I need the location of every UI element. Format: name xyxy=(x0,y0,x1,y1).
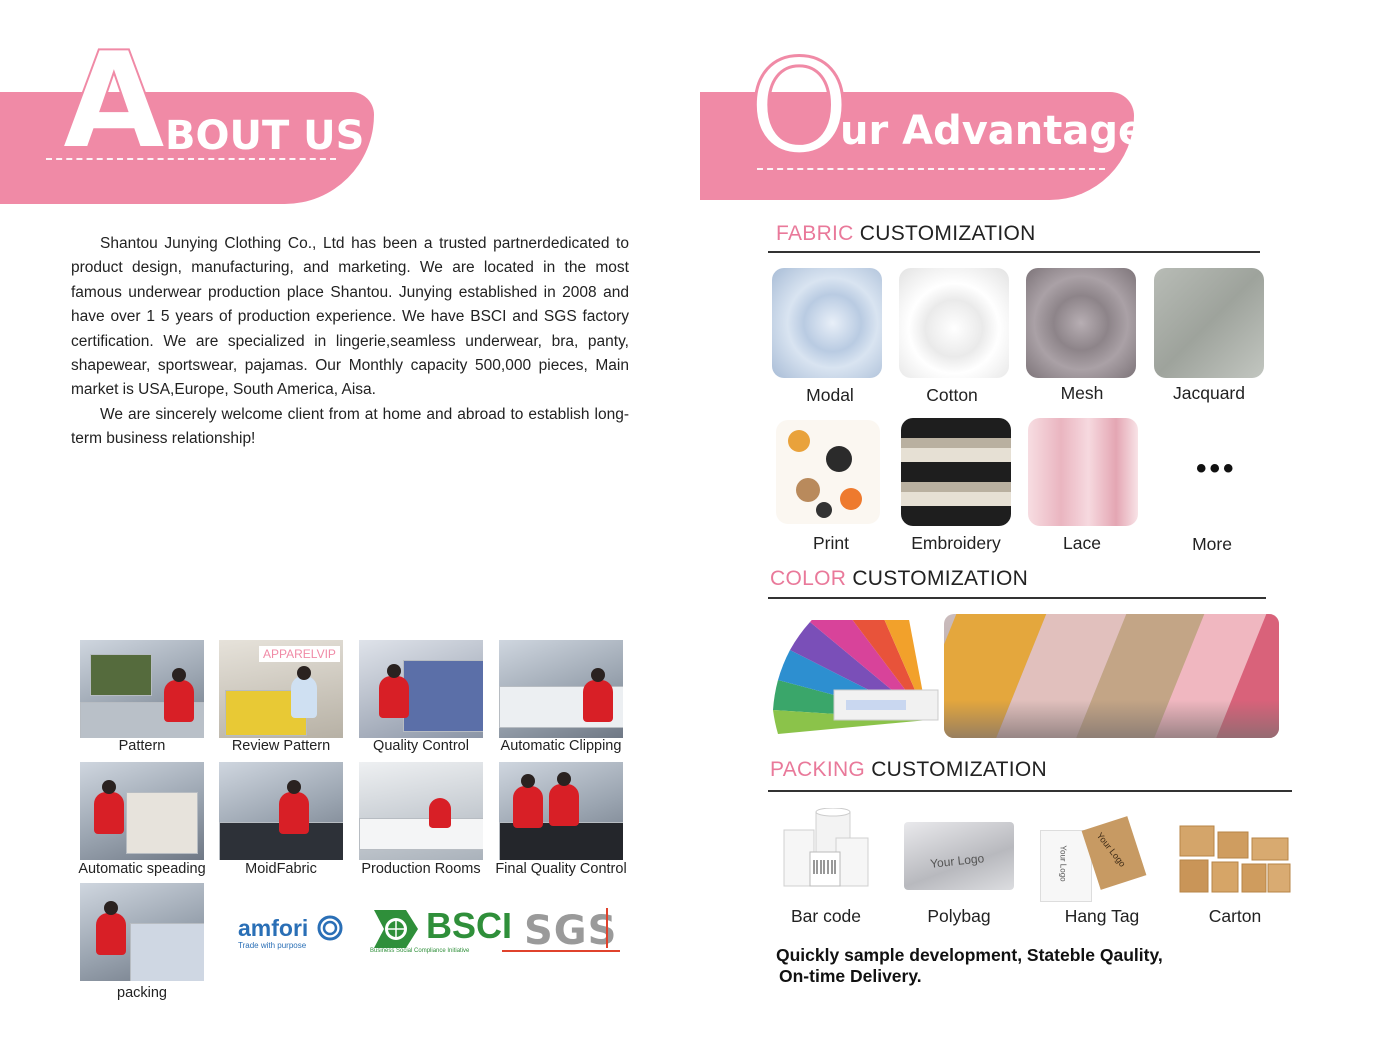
photo-quality-control xyxy=(359,640,483,738)
caption-embroidery: Embroidery xyxy=(911,533,1001,553)
photo-moid-fabric xyxy=(219,762,343,860)
fabric-title-accent: FABRIC xyxy=(776,222,854,245)
caption-quality-control: Quality Control xyxy=(373,738,469,754)
tagline-line-2: On-time Delivery. xyxy=(779,966,922,986)
color-title-rest: CUSTOMIZATION xyxy=(846,567,1029,590)
bsci-wordmark: BSCI xyxy=(426,905,513,946)
fabric-title-rest: CUSTOMIZATION xyxy=(853,222,1036,245)
caption-jacquard: Jacquard xyxy=(1173,383,1245,403)
photo-automatic-clipping xyxy=(499,640,623,738)
swatch-jacquard xyxy=(1154,268,1264,378)
about-paragraph-1: Shantou Junying Clothing Co., Ltd has been a trusted partnerdedicated to product design, manufacturing, and marketing. We are located in the most famous underwear production place Shantou. Junying established in 2008 and have over 1 5 years of production experience. We have BSCI and SGS factory certification. We are specialized in lingerie,seamless underwear, bra, panty, shapewear, sportswear, pajamas. Our Monthly capacity 500,000 pieces, Main market is USA,Europe, South America, Aisa. xyxy=(71,235,629,399)
hang-tag-kraft-logo: Your Logo xyxy=(1094,830,1128,869)
caption-hang-tag: Hang Tag xyxy=(1064,906,1140,926)
amfori-swirl-icon xyxy=(315,915,345,941)
fabric-section-title xyxy=(776,222,1036,246)
photo-automatic-spreading xyxy=(80,762,204,860)
more-dots-icon: ••• xyxy=(1196,452,1237,485)
photo-packing xyxy=(80,883,204,981)
photo-review-pattern xyxy=(219,640,343,738)
about-title-underline xyxy=(46,158,336,160)
pantone-fan-image xyxy=(768,620,940,734)
caption-automatic-spreading: Automatic speading xyxy=(78,861,206,877)
caption-pattern: Pattern xyxy=(118,738,166,754)
packing-title-rest: CUSTOMIZATION xyxy=(865,758,1047,781)
swatch-embroidery xyxy=(901,418,1011,526)
caption-final-quality-control: Final Quality Control xyxy=(495,861,627,877)
caption-more: More xyxy=(1192,534,1232,554)
amfori-tagline: Trade with purpose xyxy=(238,941,307,950)
caption-automatic-clipping: Automatic Clipping xyxy=(500,738,622,754)
about-paragraph-2: We are sincerely welcome client from at home and abroad to establish long-term business relationship! xyxy=(71,405,629,448)
photo-pattern xyxy=(80,640,204,738)
amfori-logo xyxy=(238,915,345,950)
swatch-mesh xyxy=(1026,268,1136,378)
caption-lace: Lace xyxy=(1063,533,1101,553)
sgs-rule xyxy=(606,908,608,948)
swatch-lace xyxy=(1028,418,1138,526)
barcode-rolls-image xyxy=(780,808,872,892)
sgs-underline xyxy=(502,950,620,952)
photo-production-rooms xyxy=(359,762,483,860)
swatch-print xyxy=(776,420,880,524)
swatch-cotton xyxy=(899,268,1009,378)
packing-title-accent: PACKING xyxy=(770,758,866,781)
about-big-letter: A xyxy=(62,23,166,179)
color-section-rule xyxy=(768,597,1266,599)
color-ribbons-image xyxy=(944,614,1279,738)
polybag-logo-text: Your Logo xyxy=(929,851,985,871)
caption-polybag: Polybag xyxy=(927,906,991,926)
advantage-tagline xyxy=(776,945,1163,987)
caption-production-rooms: Production Rooms xyxy=(361,861,481,877)
caption-review-pattern: Review Pattern xyxy=(231,738,331,754)
bsci-tagline: Business Social Compliance Initiative xyxy=(370,948,470,954)
caption-mesh: Mesh xyxy=(1060,383,1104,403)
polybag-image xyxy=(904,822,1014,890)
packing-section-rule xyxy=(768,790,1292,792)
swatch-modal xyxy=(772,268,882,378)
sgs-logo xyxy=(502,906,620,952)
advantage-title-underline xyxy=(757,168,1105,170)
apparelvip-watermark: APPARELVIP xyxy=(259,646,340,662)
caption-cotton: Cotton xyxy=(926,385,978,405)
tagline-line-1: Quickly sample development, Stateble Qaulity, xyxy=(776,945,1163,965)
amfori-wordmark: amfori xyxy=(238,915,309,941)
bsci-globe-icon xyxy=(370,906,422,952)
sgs-wordmark: SGS xyxy=(524,908,618,954)
advantage-big-letter: O xyxy=(748,31,851,183)
photo-final-quality-control xyxy=(499,762,623,860)
caption-print: Print xyxy=(813,533,849,553)
caption-carton: Carton xyxy=(1208,906,1262,926)
packing-section-title xyxy=(770,758,1047,782)
caption-moid-fabric: MoidFabric xyxy=(245,861,317,877)
caption-packing: packing xyxy=(117,985,167,1001)
color-title-accent: COLOR xyxy=(770,567,847,590)
fabric-section-rule xyxy=(768,251,1260,253)
advantage-title: ur Advantage xyxy=(840,108,1146,154)
about-text xyxy=(71,232,629,452)
caption-bar-code: Bar code xyxy=(790,906,862,926)
carton-boxes-image xyxy=(1178,822,1292,896)
caption-modal: Modal xyxy=(806,385,854,405)
hang-tag-white-logo: Your Logo xyxy=(1058,845,1068,882)
about-title: BOUT US xyxy=(165,113,365,159)
color-section-title xyxy=(770,567,1028,591)
